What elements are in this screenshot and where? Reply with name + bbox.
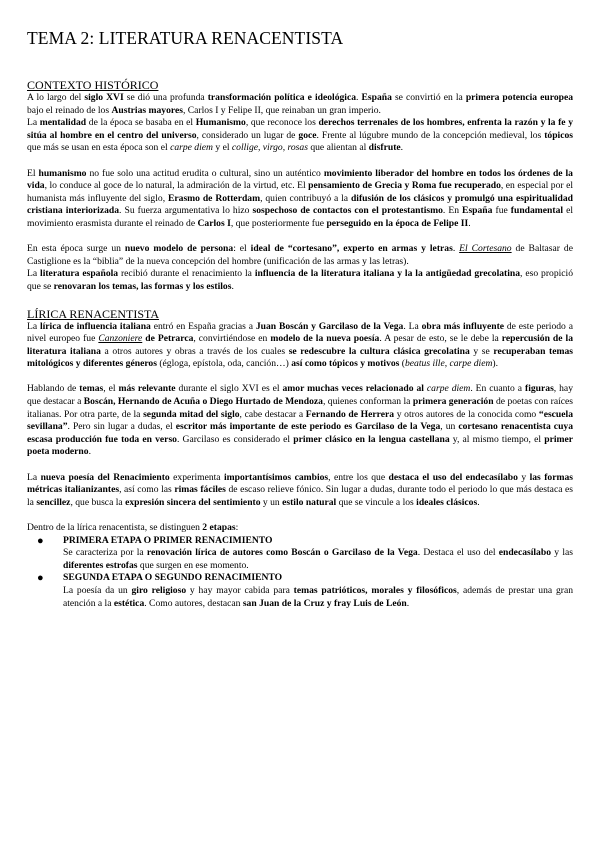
text-run: . xyxy=(400,142,404,154)
text-run: experimenta xyxy=(169,471,224,483)
text-run: Canzoniere xyxy=(98,333,143,345)
text-run: Fernando de Herrera xyxy=(305,408,395,420)
text-run: recuperaban temas mitológicos y diferentes géneros xyxy=(27,345,573,370)
text-run: Se caracteriza por la xyxy=(63,547,147,559)
text-run: así como tópicos y motivos xyxy=(291,358,400,370)
text-run: 2 etapas xyxy=(202,522,236,533)
text-run: , Carlos I y Felipe II, que reinaban un gran imperio. xyxy=(182,104,381,116)
text-run: . En cuanto a xyxy=(470,383,526,395)
text-run: influencia de la literatura italiana y la la antigüedad grecolatina xyxy=(254,268,521,280)
text-run: primer clásico en la lengua castellana xyxy=(293,433,450,445)
text-run: , cabe destacar a xyxy=(239,408,306,420)
text-run: nueva poesía del Renacimiento xyxy=(40,471,170,483)
text-run: sencillez xyxy=(36,496,71,508)
text-run: pensamiento de Grecia y Roma fue recuperado xyxy=(308,180,501,192)
text-run: durante el siglo XVI es el xyxy=(175,383,283,395)
text-run: : xyxy=(235,522,239,533)
text-run: , el xyxy=(103,383,119,395)
text-run: se redescubre la cultura clásica grecolatina xyxy=(288,345,470,357)
text-run: y otros autores de la conocida como xyxy=(394,408,539,420)
text-run: mentalidad xyxy=(39,117,87,129)
text-run: a otros autores y obras a través de los cuales xyxy=(100,345,289,357)
text-run: importantísimos cambios xyxy=(224,471,329,483)
text-run: que más se usan en esta época son el xyxy=(27,142,171,154)
text-run: y un xyxy=(260,496,283,508)
text-run: amor muchas veces relacionado al xyxy=(282,383,424,395)
text-run: : el xyxy=(233,243,251,255)
text-run: y hay mayor cabida para xyxy=(186,584,294,596)
text-run: expresión sincera del sentimiento xyxy=(125,496,261,508)
text-run: ). xyxy=(492,358,498,370)
text-run: repercusión de la literatura italiana xyxy=(27,333,573,357)
text-run: collige, virgo, rosas xyxy=(231,142,308,154)
text-run: modelo de la nueva poesía xyxy=(270,333,380,345)
text-run: Boscán, Hernando de Acuña o Diego Hurtado de Mendoza xyxy=(83,396,323,408)
text-run: ( xyxy=(399,358,405,370)
text-run: Humanismo xyxy=(195,117,246,129)
text-run: . Destaca el uso del xyxy=(417,547,499,559)
text-run: sospechoso de contactos con el protestantismo xyxy=(252,205,443,217)
text-run: estilo natural xyxy=(282,496,337,508)
text-run: se dió una profunda xyxy=(123,92,208,103)
text-run: Hablando de xyxy=(27,383,80,395)
text-run: que surgen en ese momento. xyxy=(137,559,249,571)
text-run: , lo conduce al goce de lo natural, la admiración de la virtud, etc. El xyxy=(44,180,309,192)
text-run: , eso propició que se xyxy=(27,268,574,292)
list-item xyxy=(27,535,573,573)
text-run: carpe diem xyxy=(426,383,471,395)
text-run: . xyxy=(356,92,362,103)
text-run: recibió durante el renacimiento la xyxy=(118,268,255,280)
text-run: . Como autores, destacan xyxy=(144,597,243,609)
text-run: La xyxy=(27,471,41,483)
text-run: . La xyxy=(403,320,422,332)
text-run: las formas métricas italianizantes xyxy=(27,471,573,496)
text-run: , considerado un lugar de xyxy=(196,129,299,141)
text-run: se convirtió en la xyxy=(391,92,466,103)
text-run: La xyxy=(27,320,40,332)
text-run: bajo el reinado de los xyxy=(27,104,112,116)
text-run: (égloga, epístola, oda, canción…) xyxy=(156,358,292,370)
paragraph xyxy=(27,243,573,268)
text-run: . Frente al lúgubre mundo de la concepción medieval, los xyxy=(316,129,545,141)
text-run: España xyxy=(361,92,392,103)
text-run: , xyxy=(444,358,450,370)
text-run: endecasílabo xyxy=(498,547,551,559)
text-run: renovación lírica de autores como Boscán o Garcilaso de la Vega xyxy=(146,547,418,559)
text-run: rimas fáciles xyxy=(174,484,226,496)
paragraph xyxy=(27,92,573,117)
text-run: figuras xyxy=(525,383,554,395)
text-run: La xyxy=(27,117,40,129)
text-run: difusión de los clásicos y promulgó una espiritualidad cristiana interiorizada xyxy=(27,192,573,217)
paragraph xyxy=(27,117,573,155)
text-run: , que busca la xyxy=(70,496,126,508)
text-run: derechos terrenales de los hombres, enfrenta la razón y la fe y sitúa al hombre en el centro del universo xyxy=(27,117,573,141)
text-run: . Su fuerza argumentativa lo hizo xyxy=(119,205,253,217)
etapa-title: SEGUNDA ETAPA O SEGUNDO RENACIMIENTO xyxy=(63,572,283,584)
text-run: España xyxy=(462,205,493,217)
text-run: ideal de “cortesano”, experto en armas y letras xyxy=(250,243,453,255)
etapa-title: PRIMERA ETAPA O PRIMER RENACIMIENTO xyxy=(63,534,273,546)
text-run: , un xyxy=(440,421,459,433)
etapas-list xyxy=(27,535,573,611)
text-run: entró en España gracias a xyxy=(150,320,256,332)
text-run: de poetas con raíces italianas. Por otra parte, de la xyxy=(27,396,574,420)
text-run: carpe diem xyxy=(449,358,493,370)
text-run: segunda mitad del siglo xyxy=(143,408,240,420)
text-run: Dentro de la lírica renacentista, se distinguen xyxy=(27,522,203,533)
text-run: de Petrarca xyxy=(145,333,194,345)
text-run: perseguido en la época de Felipe II xyxy=(326,217,469,229)
text-run: . xyxy=(468,217,471,229)
text-run: primer poeta moderno xyxy=(27,433,574,458)
text-run: , entre los que xyxy=(328,471,389,483)
text-run: , hay que destacar a xyxy=(27,383,573,408)
paragraph xyxy=(27,268,573,293)
text-run: , así como las xyxy=(119,484,175,496)
text-run: literatura española xyxy=(40,268,119,280)
page-title: TEMA 2: LITERATURA RENACENTISTA xyxy=(27,28,344,48)
list-item xyxy=(27,572,573,610)
text-run: y las xyxy=(551,547,573,559)
text-run: , quienes conforman la xyxy=(322,396,413,408)
text-run: y se xyxy=(469,345,494,357)
text-run: de la época se basaba en el xyxy=(86,117,196,129)
text-run: . xyxy=(452,243,460,255)
text-run: destaca el uso del endecasílabo xyxy=(388,471,518,483)
text-run: . Pero sin lugar a dudas, el xyxy=(67,421,176,433)
text-run: La poesía da un xyxy=(63,584,132,596)
section-heading-lirica: LÍRICA RENACENTISTA xyxy=(27,306,160,321)
text-run: temas patrióticos, morales y filosóficos xyxy=(293,584,457,596)
text-run: y xyxy=(517,471,530,483)
text-run: . A pesar de esto, se le debe la xyxy=(379,333,502,345)
text-run: obra más influyente xyxy=(421,320,505,332)
bullet-icon: ● xyxy=(37,534,44,547)
text-run: goce xyxy=(298,129,317,141)
paragraph xyxy=(27,383,573,459)
text-run: más relevante xyxy=(118,383,176,395)
text-run: beatus ille xyxy=(405,358,445,370)
text-run: giro religioso xyxy=(131,584,187,596)
text-run: ideales clásicos xyxy=(416,496,478,508)
text-run: de Baltasar de Castiglione es la “biblia” de la nueva concepción del hombre (unificación de las armas y las letras). xyxy=(27,243,573,267)
text-run: , que posteriormente fue xyxy=(230,217,327,229)
text-run: diferentes estrofas xyxy=(63,559,138,571)
text-run: La xyxy=(27,268,41,280)
text-run: Erasmo de Rotterdam xyxy=(167,192,261,204)
text-run: El xyxy=(27,167,39,179)
text-run: . Garcilaso es considerado el xyxy=(176,433,294,445)
paragraph xyxy=(27,522,573,535)
text-run: fue xyxy=(492,205,511,217)
text-run: movimiento liberador del hombre en todos los órdenes de la vida xyxy=(27,167,573,192)
text-run: tópicos xyxy=(544,129,573,141)
text-run: “escuela sevillana” xyxy=(27,408,573,433)
text-run: , convirtiéndose en xyxy=(193,333,271,345)
text-run: En esta época surge un xyxy=(27,243,125,255)
text-run: que alientan al xyxy=(307,142,369,154)
text-run: siglo XVI xyxy=(84,92,124,103)
text-run: . xyxy=(477,496,480,508)
text-run: de escaso relieve fónico. Sin lugar a dudas, durante todo el periodo lo que más destaca es la xyxy=(27,484,574,508)
text-run: . xyxy=(231,280,234,292)
text-run: Carlos I xyxy=(197,217,231,229)
text-run: Juan Boscán y Garcilaso de la Vega xyxy=(255,320,404,332)
text-run: primera generación xyxy=(412,396,494,408)
text-run: el movimiento erasmista durante el reinado de xyxy=(27,205,574,229)
text-run: , en especial por el humanista más influyente del siglo, xyxy=(27,180,573,204)
text-run: estética xyxy=(113,597,145,609)
text-run: carpe diem xyxy=(170,142,213,154)
text-run: fundamental xyxy=(510,205,564,217)
text-run: no fue solo una actitud erudita o cultural, sino un auténtico xyxy=(86,167,324,179)
text-run: A lo largo del xyxy=(27,92,85,103)
section-heading-contexto: CONTEXTO HISTÓRICO xyxy=(27,78,159,92)
text-run: y, al mismo tiempo, el xyxy=(449,433,545,445)
text-run: renovaran los temas, las formas y los estilos xyxy=(53,280,232,292)
text-run: lírica de influencia italiana xyxy=(39,320,151,332)
text-run: cortesano renacentista cuya escasa producción fue toda en verso xyxy=(27,421,573,445)
text-run: de este periodo a nivel europeo fue xyxy=(27,320,573,345)
text-run: nuevo modelo de persona xyxy=(124,243,234,255)
text-run: . xyxy=(406,597,410,609)
text-run: temas xyxy=(79,383,104,395)
text-run: primera potencia europea xyxy=(465,92,574,103)
text-run: El Cortesano xyxy=(459,243,512,255)
text-run: , que reconoce los xyxy=(245,117,319,129)
text-run: Austrias mayores xyxy=(111,104,183,116)
text-run: escritor más importante de este periodo es Garcilaso de la Vega xyxy=(175,421,441,433)
paragraph xyxy=(27,168,573,231)
text-run: que se vincule a los xyxy=(336,496,417,508)
paragraph xyxy=(27,472,573,510)
text-run: transformación política e ideológica xyxy=(207,92,357,103)
etapa-body xyxy=(63,547,573,572)
bullet-icon: ● xyxy=(37,572,44,585)
text-run: , además de prestar una gran atención a la xyxy=(63,584,573,609)
etapa-body xyxy=(63,585,573,610)
text-run: . En xyxy=(442,205,463,217)
text-run: humanismo xyxy=(38,167,87,179)
text-run: y el xyxy=(212,142,232,154)
text-run: , quien contribuyó a la xyxy=(260,192,351,204)
text-run: . xyxy=(88,446,91,458)
text-run: disfrute xyxy=(368,142,401,154)
text-run: san Juan de la Cruz y fray Luis de León xyxy=(242,597,407,609)
paragraph xyxy=(27,321,573,371)
